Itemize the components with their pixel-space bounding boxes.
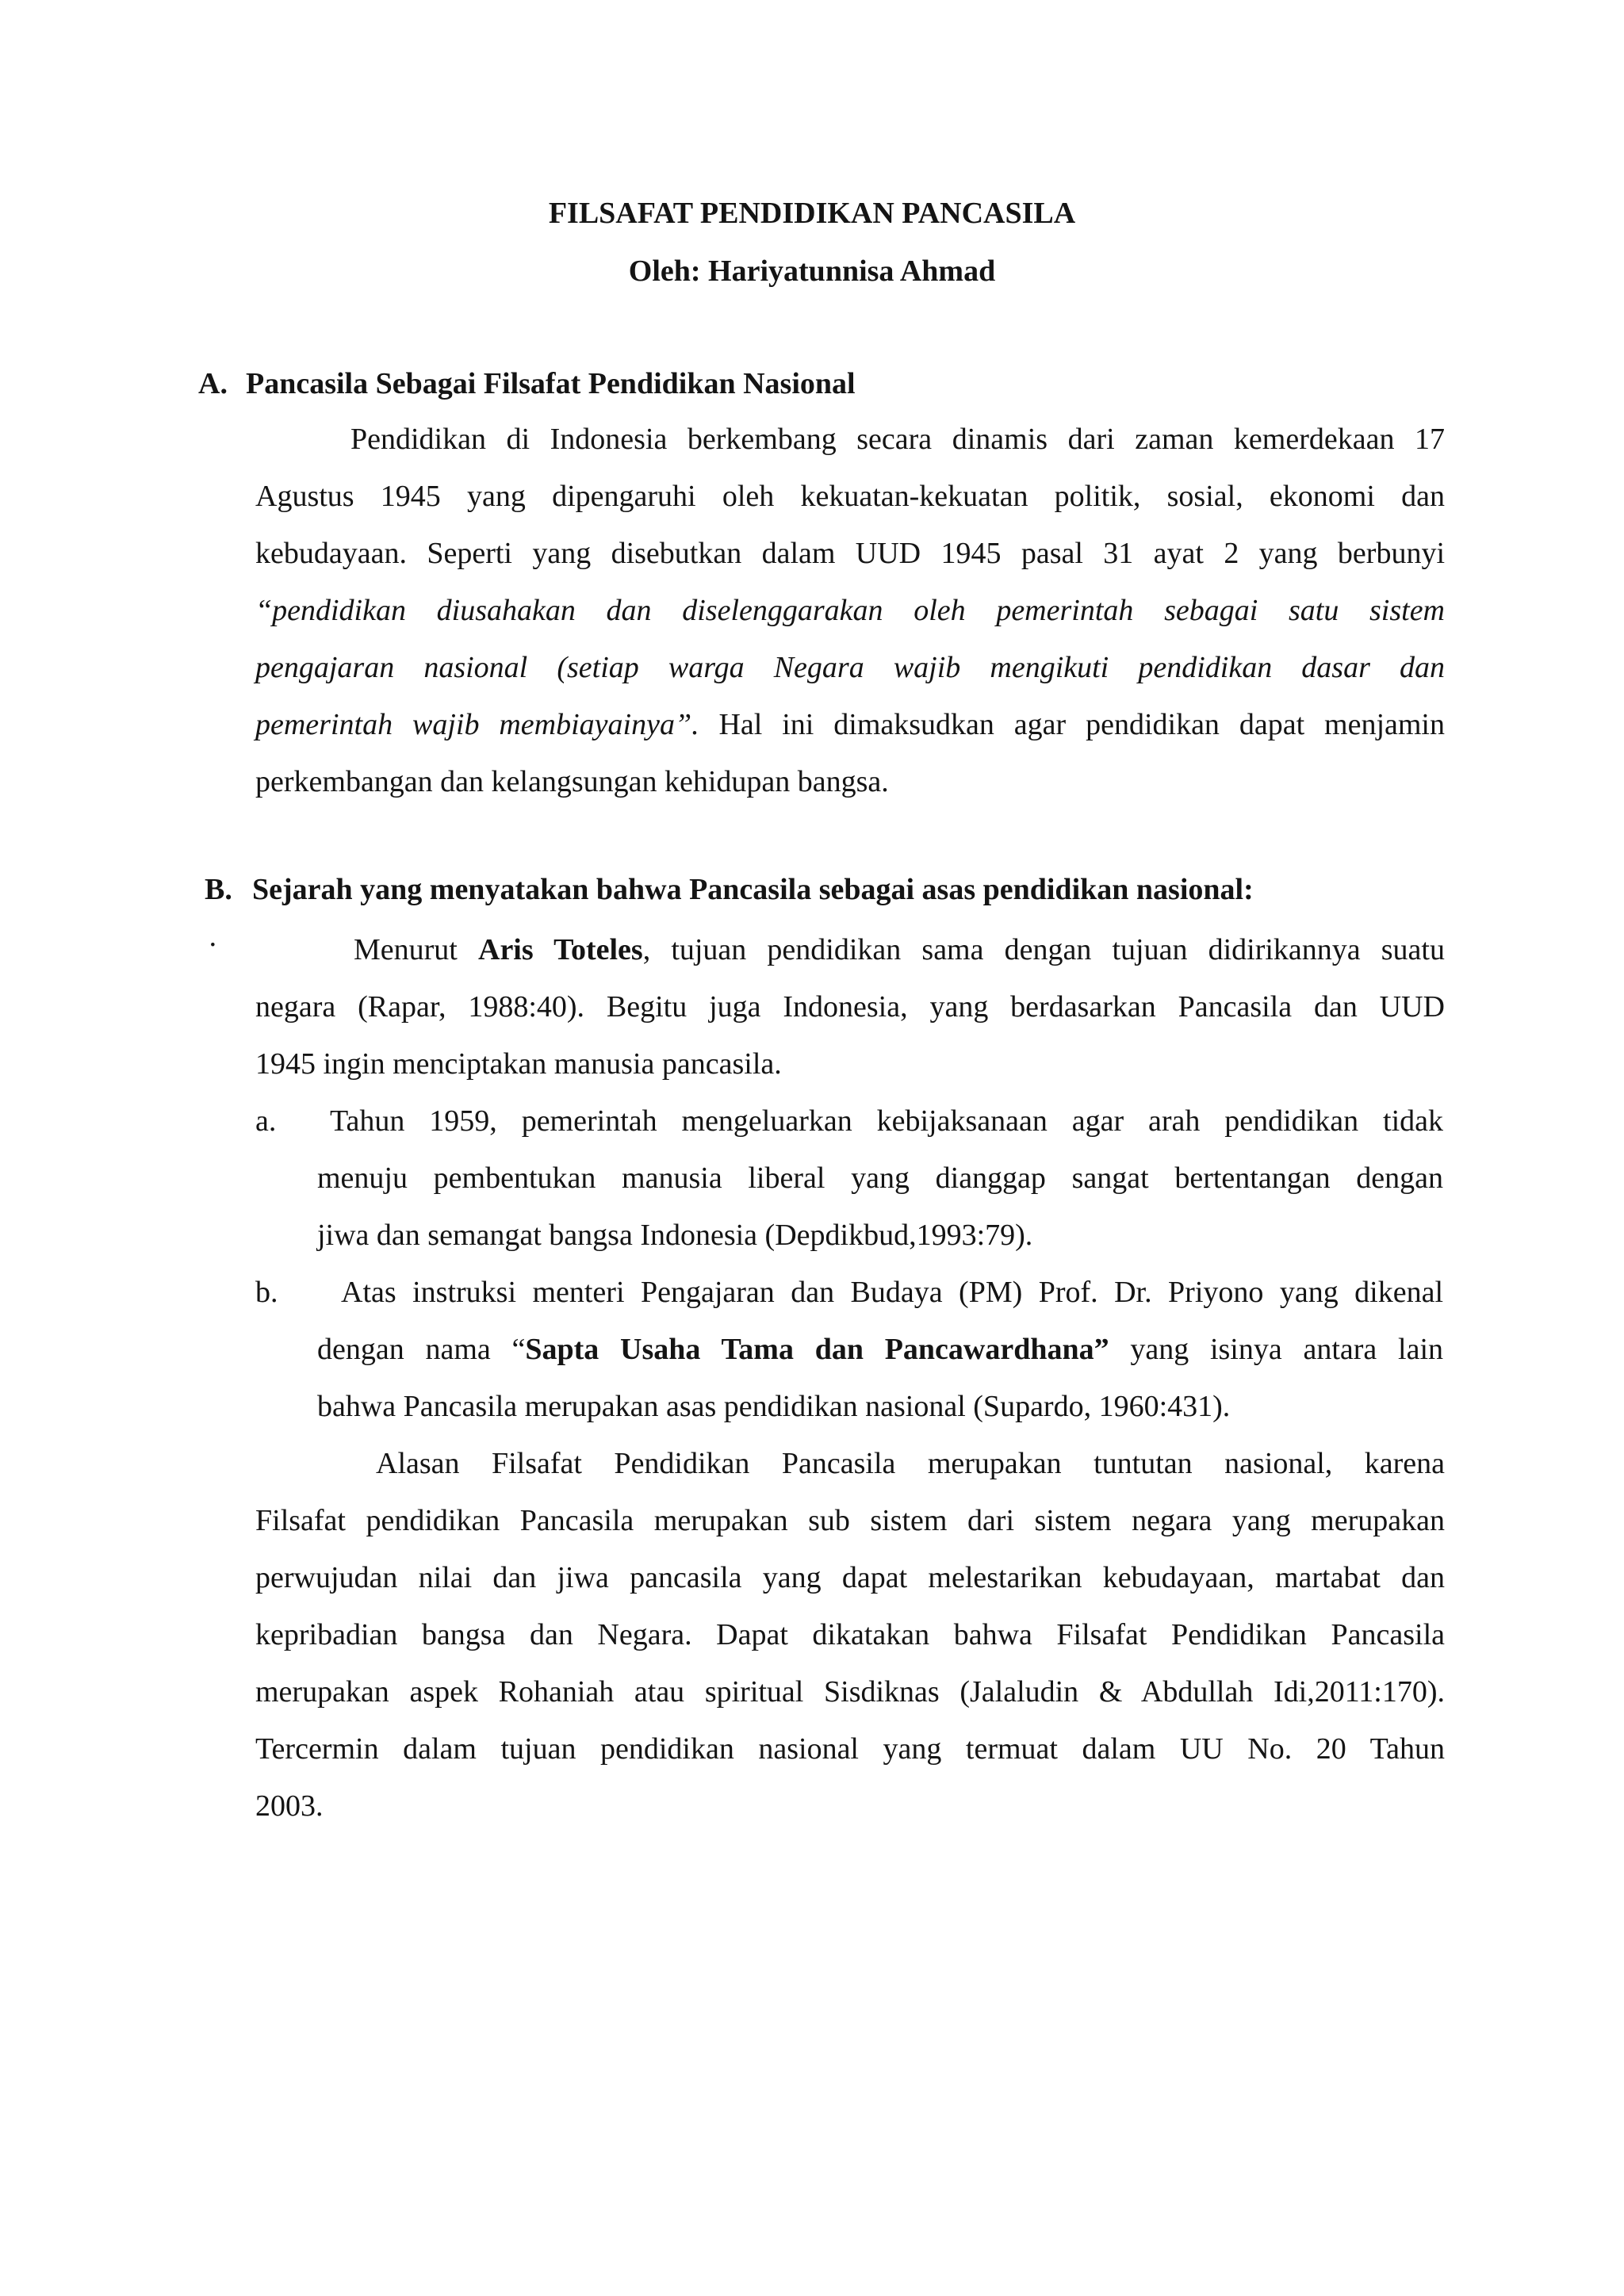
- item-b-line-2-post: yang isinya antara lain: [1109, 1333, 1443, 1366]
- section-b-line-1-post: , tujuan pendidikan sama dengan tujuan didirikannya suatu: [642, 933, 1445, 966]
- item-a-line-2: menuju pembentukan manusia liberal yang dianggap sangat bertentangan dengan: [317, 1161, 1443, 1195]
- section-b-line-2: negara (Rapar, 1988:40). Begitu juga Indonesia, yang berdasarkan Pancasila dan UUD: [255, 990, 1445, 1024]
- section-b-heading: [205, 872, 1254, 907]
- section-a-line-3: kebudayaan. Seperti yang disebutkan dalam UUD 1945 pasal 31 ayat 2 yang berbunyi: [255, 537, 1445, 570]
- closing-line-6: Tercermin dalam tujuan pendidikan nasional yang termuat dalam UU No. 20 Tahun: [255, 1732, 1445, 1766]
- section-b-title: Sejarah yang menyatakan bahwa Pancasila sebagai asas pendidikan nasional:: [252, 873, 1254, 906]
- item-b-line-1: Atas instruksi menteri Pengajaran dan Budaya (PM) Prof. Dr. Priyono yang dikenal: [341, 1276, 1443, 1309]
- closing-line-3: perwujudan nilai dan jiwa pancasila yang dapat melestarikan kebudayaan, martabat dan: [255, 1561, 1445, 1594]
- list-item: [255, 1264, 1445, 1435]
- section-a-line-4: “pendidikan diusahakan dan diselenggarakan oleh pemerintah sebagai satu sistem: [255, 594, 1445, 627]
- bullet-dot: ·: [208, 928, 218, 962]
- section-a-line-1: Pendidikan di Indonesia berkembang secara dinamis dari zaman kemerdekaan 17: [350, 423, 1445, 456]
- closing-line-1: Alasan Filsafat Pendidikan Pancasila merupakan tuntutan nasional, karena: [376, 1447, 1445, 1480]
- list-marker-a: a.: [255, 1104, 277, 1138]
- aris-toteles-name: Aris Toteles: [478, 933, 643, 966]
- section-a-title: Pancasila Sebagai Filsafat Pendidikan Nasional: [246, 367, 856, 400]
- item-b-line-3: bahwa Pancasila merupakan asas pendidikan nasional (Supardo, 1960:431).: [317, 1390, 1231, 1423]
- sapta-usaha-tama-name: Sapta Usaha Tama dan Pancawardhana”: [525, 1333, 1109, 1366]
- section-a-label: A.: [198, 367, 228, 400]
- document-title: FILSAFAT PENDIDIKAN PANCASILA: [548, 197, 1076, 230]
- closing-line-4: kepribadian bangsa dan Negara. Dapat dikatakan bahwa Filsafat Pendidikan Pancasila: [255, 1618, 1445, 1651]
- item-b-line-2-pre: dengan nama “: [317, 1333, 526, 1366]
- section-b-intro-paragraph: [255, 921, 1445, 1093]
- section-a-line-7: perkembangan dan kelangsungan kehidupan bangsa.: [255, 765, 889, 798]
- list-marker-b: b.: [255, 1276, 278, 1309]
- section-a-line-5: pengajaran nasional (setiap warga Negara wajib mengikuti pendidikan dasar dan: [255, 651, 1445, 684]
- list-item: [255, 1093, 1445, 1264]
- section-b-line-3: 1945 ingin menciptakan manusia pancasila.: [255, 1047, 782, 1081]
- section-b-line-1-pre: Menurut: [354, 933, 478, 966]
- closing-line-7: 2003.: [255, 1789, 324, 1823]
- item-a-line-3: jiwa dan semangat bangsa Indonesia (Depdikbud,1993:79).: [317, 1219, 1033, 1252]
- closing-line-2: Filsafat pendidikan Pancasila merupakan sub sistem dari sistem negara yang merupakan: [255, 1504, 1445, 1537]
- section-b-label: B.: [205, 873, 232, 906]
- author-line: Oleh: Hariyatunnisa Ahmad: [628, 254, 996, 288]
- item-a-line-1: Tahun 1959, pemerintah mengeluarkan kebijaksanaan agar arah pendidikan tidak: [330, 1104, 1443, 1138]
- section-a-paragraph: [255, 411, 1445, 810]
- closing-line-5: merupakan aspek Rohaniah atau spiritual Sisdiknas (Jalaludin & Abdullah Idi,2011:170).: [255, 1675, 1445, 1709]
- section-a-line-2: Agustus 1945 yang dipengaruhi oleh kekuatan-kekuatan politik, sosial, ekonomi dan: [255, 480, 1445, 513]
- section-a-heading: [198, 366, 856, 401]
- section-b-closing-paragraph: [255, 1435, 1445, 1835]
- section-a-line-6-rest: Hal ini dimaksudkan agar pendidikan dapat menjamin: [699, 708, 1445, 741]
- section-a-line-6-italic: pemerintah wajib membiayainya”.: [255, 708, 699, 741]
